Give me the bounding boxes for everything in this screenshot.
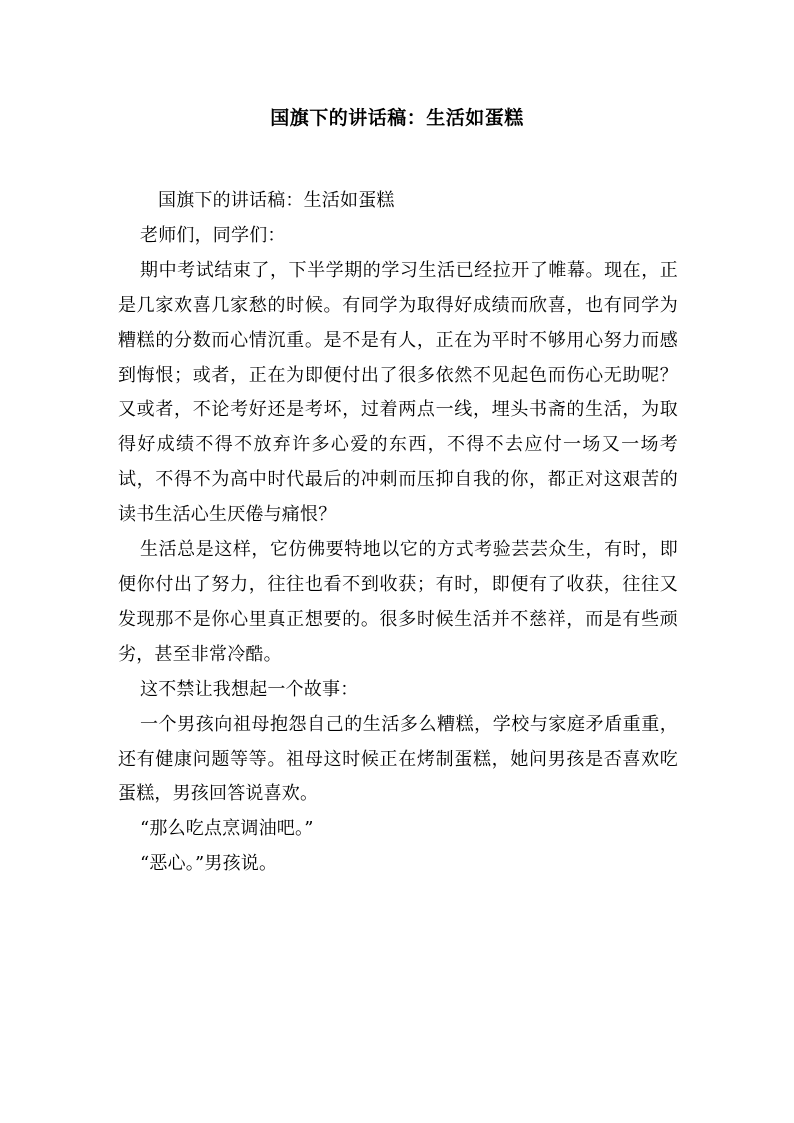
dialogue-boy: “恶心。”男孩说。 xyxy=(140,853,278,875)
document-body xyxy=(118,184,678,882)
paragraph-boy-story: 一个男孩向祖母抱怨自己的生活多么糟糕，学校与家庭矛盾重重，还有健康问题等等。祖母这时候正在烤制蛋糕，她问男孩是否喜欢吃蛋糕，男孩回答说喜欢。 xyxy=(118,713,678,805)
paragraph-life-test: 生活总是这样，它仿佛要特地以它的方式考验芸芸众生，有时，即便你付出了努力，往往也看不到收获；有时，即便有了收获，往往又发现那不是你心里真正想要的。很多时候生活并不慈祥，而是有些顽劣，甚至非常冷酷。 xyxy=(118,539,678,665)
document-subtitle: 国旗下的讲话稿：生活如蛋糕 xyxy=(158,190,395,211)
dialogue-grandmother: “那么吃点烹调油吧。” xyxy=(140,818,314,840)
paragraph-exam-reflection: 期中考试结束了，下半学期的学习生活已经拉开了帷幕。现在，正是几家欢喜几家愁的时候。有同学为取得好成绩而欣喜，也有同学为糟糕的分数而心情沉重。是不是有人，正在为平时不够用心努力而感到悔恨；或者，正在为即便付出了很多依然不见起色而伤心无助呢？又或者，不论考好还是考坏，过着两点一线，埋头书斋的生活，为取得好成绩不得不放弃许多心爱的东西，不得不去应付一场又一场考试，不得不为高中时代最后的冲刺而压抑自我的你，都正对这艰苦的读书生活心生厌倦与痛恨？ xyxy=(118,259,678,526)
greeting-line: 老师们，同学们： xyxy=(140,224,286,246)
document-title: 国旗下的讲话稿：生活如蛋糕 xyxy=(270,107,524,129)
paragraph-story-intro: 这不禁让我想起一个故事： xyxy=(140,678,359,700)
